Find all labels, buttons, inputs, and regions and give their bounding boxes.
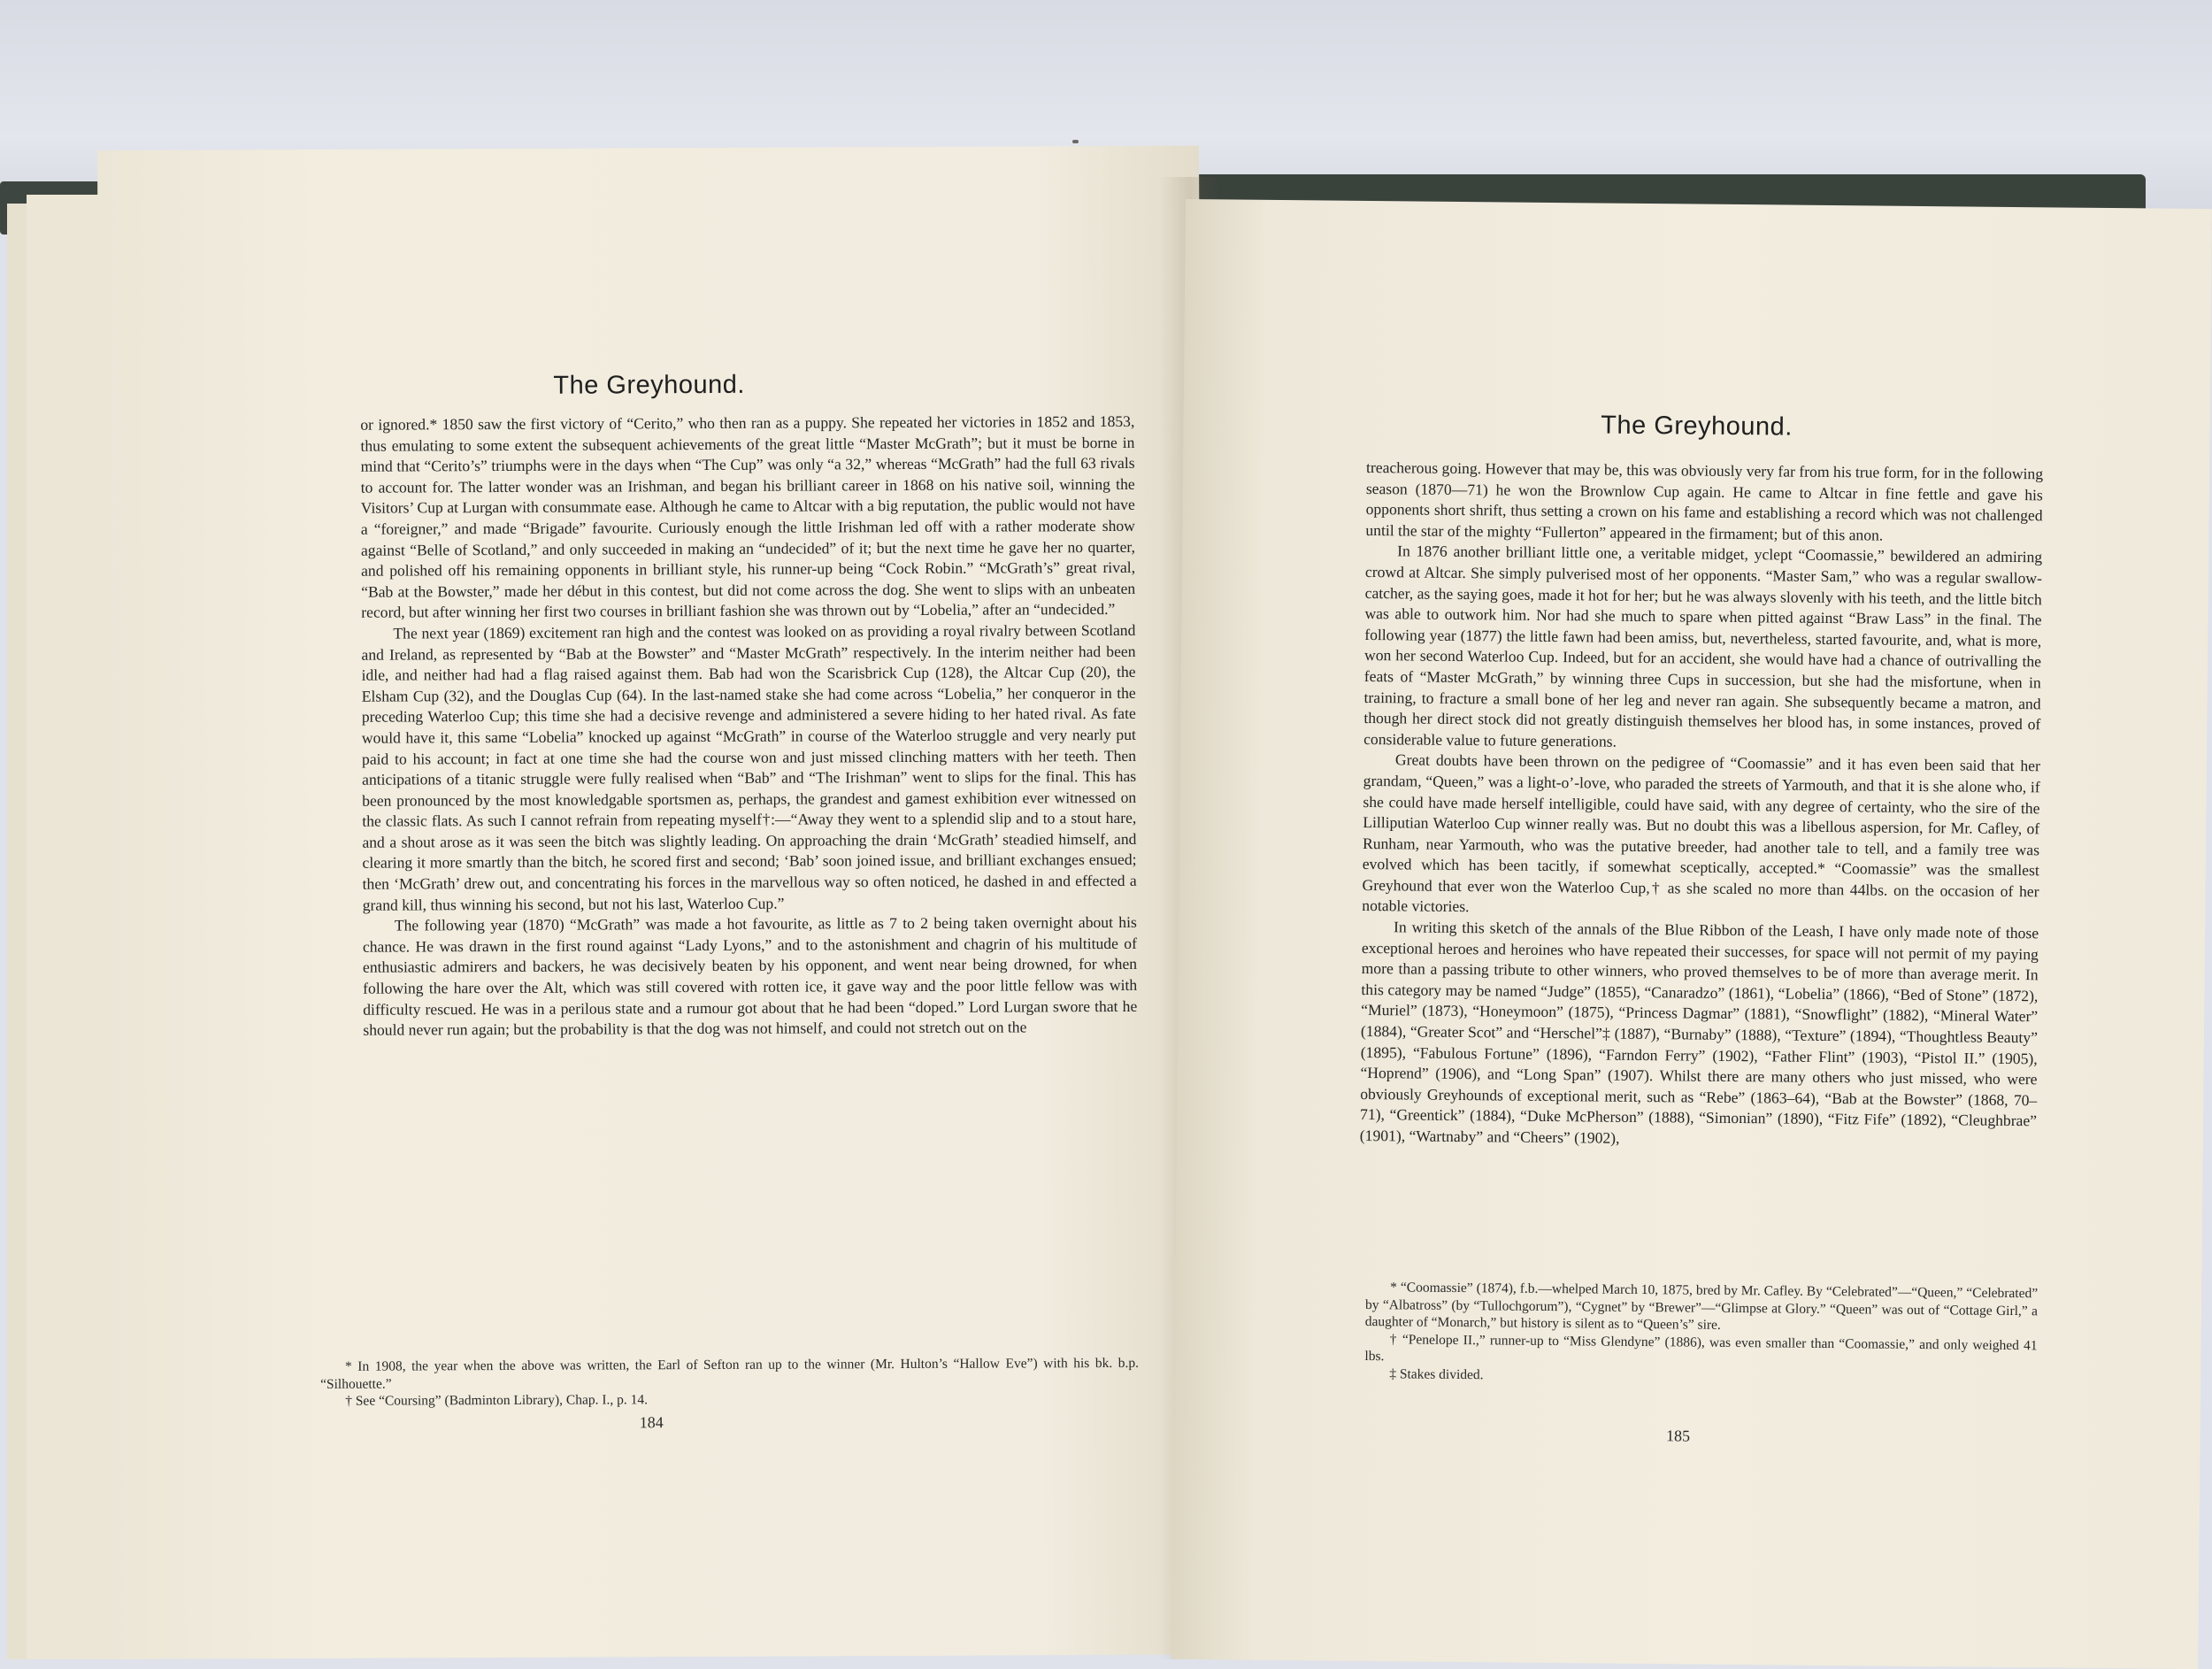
footnote: ‡ Stakes divided. xyxy=(1389,1365,1484,1382)
right-page xyxy=(1171,199,2212,1669)
right-running-head: The Greyhound. xyxy=(1601,411,1793,442)
right-page-number: 185 xyxy=(1666,1427,1691,1445)
dust-speck xyxy=(1072,140,1079,143)
paragraph: In writing this sketch of the annals of the Blue Ribbon of the Leash, I have only made note of those exceptional heroes and heroines who have repeated their successes, for space will not permit of my paying more than a passing tribute to other winners, who proved themselves to be of more than average merit. In this category may be named “Judge” (1855), “Canaradzo” (1861), “Lobelia” (1866), “Bed of Stone” (1872), “Muriel” (1873), “Honeymoon” (1875), “Princess Dagmar” (1881), “Snowflight” (1882), “Mineral Water” (1884), “Greater Scot” and “Herschel”‡ (1887), “Burnaby” (1888), “Texture” (1894), “Thoughtless Beauty” (1895), “Fabulous Fortune” (1896), “Farndon Ferry” (1902), “Father Flint” (1903), “Pistol II.” (1905), “Hoprend” (1906), and “Long Span” (1907). Whilst there are many others who just missed, who were obviously Greyhounds of exceptional merit, such as “Rebe” (1863–64), “Bab at the Bowster” (1868, 70–71), “Greentick” (1884), “Duke McPherson” (1888), “Simonian” (1890), “Fitz Fife” (1892), “Cleughbrae” (1901), “Wartnaby” and “Cheers” (1902), xyxy=(1359,918,2039,1147)
footnote: * In 1908, the year when the above was written, the Earl of Sefton ran up to the winner (Mr. Hulton’s “Hallow Eve”) with his bk. b.p. “Silhouette.” xyxy=(320,1355,1140,1392)
paragraph: The following year (1870) “McGrath” was made a hot favourite, as little as 7 to 2 being taken overnight about his chance. He was drawn in the first round against “Lady Lyons,” and to the astonishment and chagrin of his multitude of enthusiastic admirers and backers, he was decisively beaten by his opponent, and went near being drowned, for when following the hare over the Alt, which was still covered with rotten ice, it gave way and the poor little fellow was with difficulty rescued. He was in a perilous state and a rumour got about that he had been “doped.” Lord Lurgan swore that he should never run again; but the probability is that the dog was not himself, and could not stretch out on the xyxy=(362,913,1138,1039)
paragraph: In 1876 another brilliant little one, a veritable midget, yclept “Coomassie,” bewildered an admiring crowd at Altcar. She simply pulverised most of her opponents. “Master Sam,” who was a regular swallow-catcher, as the saying goes, made it hot for her; but he was always slovenly with his teeth, and the little bitch was able to outwork him. Nor had she much to spare when pitted against “Braw Lass” in the final. The following year (1877) the little fawn had been amiss, but, nevertheless, started favourite, and, what is more, won her second Waterloo Cup. Indeed, but for an accident, she would have had a chance of outrivalling the feats of “Master McGrath,” by winning three Cups in succession, but she had the misfortune, when in training, to fracture a small bone of her leg and never ran again. She subsequently became a matron, and though her direct stock did not greatly distinguish themselves her blood has, in some instances, proved of considerable value to future generations. xyxy=(1363,542,2043,750)
paragraph: treacherous going. However that may be, this was obviously very far from his true form, for in the following season (1870—71) he won the Brownlow Cup again. He came to Altcar in fine fettle and gave his opponents short shrift, thus setting a crown on his fame and establishing a record which was not challenged until the star of the mighty “Fullerton” appeared in the firmament; but of this anon. xyxy=(1365,458,2044,544)
right-footnotes xyxy=(1364,1279,2038,1388)
left-page xyxy=(97,146,1205,1659)
right-body-text xyxy=(1360,458,2043,1153)
left-page-number: 184 xyxy=(639,1413,664,1432)
left-body-text xyxy=(360,411,1137,1042)
paragraph: Great doubts have been thrown on the pedigree of “Coomassie” and it has even been said that her grandam, “Queen,” was a light-o’-love, who paraded the streets of Yarmouth, and that it is she alone who, if she could have made herself intelligible, could have said, with any degree of certainty, who the sire of the Lilliputian Waterloo Cup winner really was. But no doubt this was a libellous aspersion, for Mr. Cafley, of Runham, near Yarmouth, who was the putative breeder, had another tale to tell, and a family tree was evolved which has been tacitly, if somewhat sceptically, accepted.* “Coomassie” was the smallest Greyhound that ever won the Waterloo Cup,† as she scaled no more than 44lbs. on the occasion of her notable victories. xyxy=(1362,750,2040,916)
left-running-head: The Greyhound. xyxy=(553,370,746,400)
footnote: † “Penelope II.,” runner-up to “Miss Glendyne” (1886), was even smaller than “Coomassie,” and only weighed 41 lbs. xyxy=(1364,1331,2038,1365)
left-footnotes xyxy=(320,1355,1139,1411)
footnote: † See “Coursing” (Badminton Library), Chap. I., p. 14. xyxy=(345,1392,648,1409)
paragraph: The next year (1869) excitement ran high and the contest was looked on as providing a royal rivalry between Scotland and Ireland, as represented by “Bab at the Bowster” and “Master McGrath” respectively. In the interim neither had been idle, and neither had had a flag raised against them. Bab had won the Scarisbrick Cup (128), the Altcar Cup (20), the Elsham Cup (32), and the Douglas Cup (64). In the last-named stake she had come across “Lobelia,” her conqueror in the preceding Waterloo Cup; this time she had a decisive revenge and administered a severe hiding to her hated rival. As fate would have it, this same “Lobelia” knocked up against “McGrath” in course of the Waterloo struggle and very nearly put paid to his account; in fact at one time she had the course won and just missed clinching matters with her teeth. Then anticipations of a titanic struggle were fully realised when “Bab” and “The Irishman” went to slips for the final. This has been pronounced by the most knowledgable sportsmen as, perhaps, the grandest and gamest exhibition ever witnessed on the classic flats. As such I cannot refrain from repeating myself†:—“Away they went to a splendid slip and to a stout hare, and a shout arose as it was seen the bitch was slightly leading. On approaching the drain ‘McGrath’ steadied himself, and clearing it more smartly than the bitch, he scored first and second; ‘Bab’ soon joined issue, and brilliant exchanges ensued; then ‘McGrath’ drew out, and concentrating his forces in the marvellous way so often noticed, he dashed in and effected a grand kill, thus winning his second, but not his last, Waterloo Cup.” xyxy=(361,620,1137,914)
paragraph: or ignored.* 1850 saw the first victory of “Cerito,” who then ran as a puppy. She repeated her victories in 1852 and 1853, thus emulating to some extent the subsequent achievements of the great little “Master McGrath”; but it must be borne in mind that “Cerito’s” triumphs were in the days when “The Cup” was only “a 32,” whereas “McGrath” had the full 63 rivals to account for. The latter wonder was an Irishman, and began his brilliant career in 1868 on his native soil, winning the Visitors’ Cup at Lurgan with consummate ease. Although he came to Altcar with a big reputation, the public would not have a “foreigner,” and made “Brigade” favourite. Curiously enough the little Irishman led off with a rather moderate show against “Belle of Scotland,” and only succeeded in making an “undecided” of it; but the next time he gave her no quarter, and polished off his remaining opponents in brilliant style, his runner-up being “Cock Robin.” “McGrath’s” great rival, “Bab at the Bowster,” made her début in this contest, but did not come across the dog. She went to slips with an unbeaten record, but after winning her first two courses in brilliant fashion she was thrown out by “Lobelia,” after an “undecided.” xyxy=(360,411,1136,622)
footnote: * “Coomassie” (1874), f.b.—whelped March 10, 1875, bred by Mr. Cafley. By “Celebrated”—“Queen,” “Celebrated” by “Albatross” (by “Tullochgorum”), “Cygnet” by “Brewer”—“Glimpse at Glory.” “Queen” was out of “Cottage Girl,” a daughter of “Monarch,” but history is silent as to “Queen’s” sire. xyxy=(1364,1280,2039,1333)
